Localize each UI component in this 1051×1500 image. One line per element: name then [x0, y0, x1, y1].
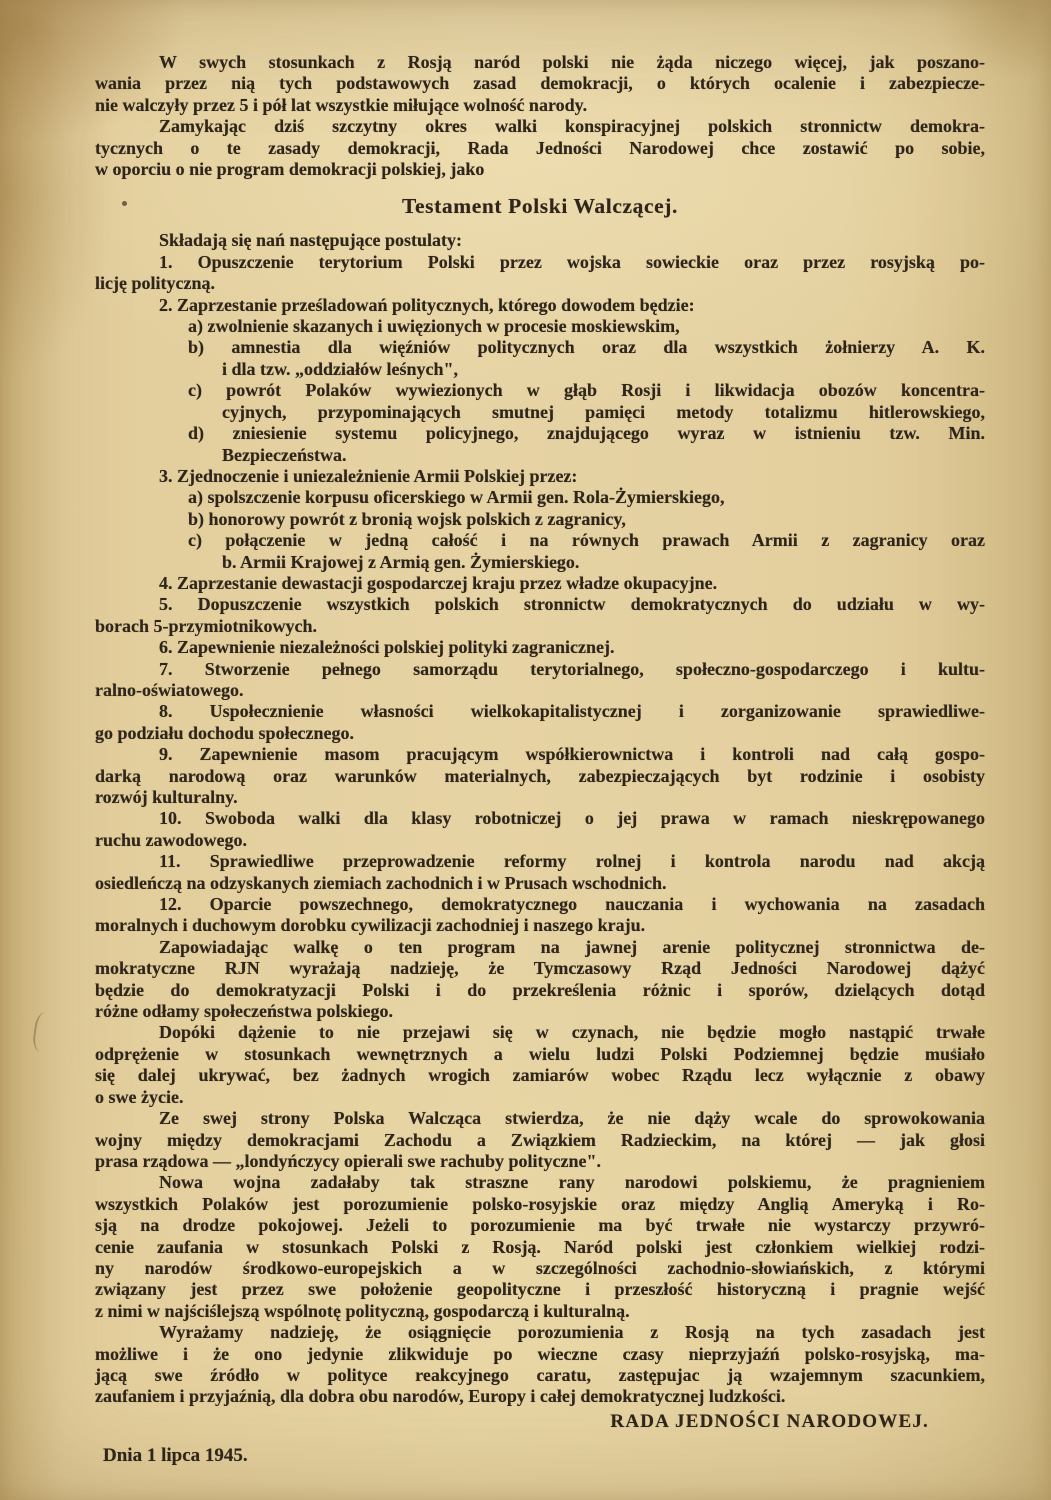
- text-line: ruchu zawodowego.: [95, 829, 247, 850]
- text-line: Zapowiadając walkę o ten program na jawnej arenie politycznej stronnictwa de-: [159, 936, 985, 957]
- text-line: 7. Stworzenie pełnego samorządu terytorialnego, społeczno-gospodarczego i kultu-: [159, 658, 985, 679]
- text-line: licję polityczną.: [95, 273, 215, 294]
- text-line: c) powrót Polaków wywiezionych w głąb Rosji i likwidacja obozów koncentra-: [188, 380, 985, 401]
- text-line: odprężenie w stosunkach wewnętrznych a wielu ludzi Polski Podziemnej będzie musiało: [95, 1043, 985, 1064]
- date-line: Dnia 1 lipca 1945.: [103, 1445, 248, 1467]
- signature-line: RADA JEDNOŚCI NARODOWEJ.: [610, 1410, 929, 1432]
- paper-crease: [31, 1011, 54, 1053]
- text-line: mokratyczne RJN wyrażają nadzieję, że Tymczasowy Rząd Jedności Narodowej dążyć: [95, 958, 985, 979]
- text-line: 11. Sprawiedliwe przeprowadzenie reformy rolnej i kontrola narodu nad akcją: [159, 851, 985, 872]
- text-line: w oporciu o nie program demokracji polskiej, jako: [95, 159, 485, 180]
- text-line: 8. Uspołecznienie własności wielkokapitalistycznej i zorganizowanie sprawiedliwe-: [159, 701, 985, 722]
- text-line: W swych stosunkach z Rosją naród polski nie żąda niczego więcej, jak poszano-: [159, 52, 985, 72]
- text-line: d) zniesienie systemu policyjnego, znajdującego wyraz w istnieniu tzw. Min.: [188, 423, 985, 444]
- text-line: darką narodową oraz warunków materialnych, zabezpieczających byt rodzinie i osobisty: [95, 765, 985, 786]
- text-line: a) zwolnienie skazanych i uwięzionych w procesie moskiewskim,: [188, 316, 680, 337]
- text-line: 5. Dopuszczenie wszystkich polskich stronnictw demokratycznych do udziału w wy-: [159, 594, 985, 615]
- text-line: moralnych i duchowym dorobku cywilizacji zachodniej i naszego kraju.: [95, 915, 646, 936]
- document-title: Testament Polski Walczącej.: [402, 194, 678, 219]
- text-line: Nowa wojna zadałaby tak straszne rany narodowi polskiemu, że pragnieniem: [159, 1172, 985, 1193]
- text-line: a) spolszczenie korpusu oficerskiego w Armii gen. Rola-Żymierskiego,: [188, 487, 725, 508]
- text-line: 6. Zapewnienie niezależności polskiej polityki zagranicznej.: [159, 637, 615, 658]
- text-line: 1. Opuszczenie terytorium Polski przez wojska sowieckie oraz przez rosyjską po-: [159, 251, 985, 272]
- text-line: związany jest przez swe położenie geopolityczne i przeszłość historyczną i pragnie wejść: [95, 1279, 985, 1300]
- text-line: ny narodów środkowo-europejskich a w szczególności zachodnio-słowiańskich, z którymi: [95, 1257, 985, 1278]
- text-line: ralno-oświatowego.: [95, 679, 244, 700]
- text-line: 4. Zaprzestanie dewastacji gospodarczej kraju przez władze okupacyjne.: [159, 572, 718, 593]
- text-line: rozwój kulturalny.: [95, 787, 238, 807]
- text-line: Wyrażamy nadzieję, że osiągnięcie porozumienia z Rosją na tych zasadach jest: [159, 1322, 985, 1343]
- text-line: osiedleńczą na odzyskanych ziemiach zachodnich i w Prusach wschodnich.: [95, 872, 667, 893]
- text-line: 9. Zapewnienie masom pracującym współkierownictwa i kontroli nad całą gospo-: [159, 744, 985, 765]
- intro-paragraphs: [95, 52, 985, 180]
- text-line: wszystkich Polaków jest porozumienie polsko-rosyjskie oraz między Anglią Ameryką i Ro-: [95, 1193, 985, 1214]
- text-line: b) honorowy powrót z bronią wojsk polskich z zagranicy,: [188, 508, 626, 529]
- text-line: 12. Oparcie powszechnego, demokratycznego nauczania i wychowania na zasadach: [159, 894, 985, 915]
- postulates-and-body-paragraphs: [95, 230, 985, 1407]
- text-line: b. Armii Krajowej z Armią gen. Żymierskiego.: [222, 551, 580, 572]
- text-line: 10. Swoboda walki dla klasy robotniczej o jej prawa w ramach nieskrępowanego: [159, 808, 985, 829]
- text-line: możliwe i że ono jedynie zlikwiduje po wieczne czasy nieprzyjaźń polsko-rosyjską, ma-: [95, 1343, 985, 1364]
- text-line: Ze swej strony Polska Walcząca stwierdza, że nie dąży wcale do sprowokowania: [159, 1108, 985, 1129]
- text-line: Dopóki dążenie to nie przejawi się w czynach, nie będzie mogło nastąpić trwałe: [159, 1022, 985, 1043]
- text-line: borach 5-przymiotnikowych.: [95, 615, 317, 636]
- text-line: będzie do demokratyzacji Polski i do przekreślenia różnic i sporów, dzielących dotąd: [95, 979, 985, 1000]
- text-line: tycznych o te zasady demokracji, Rada Jedności Narodowej chce zostawić po sobie,: [95, 137, 985, 158]
- document-text-block: [95, 52, 985, 1467]
- text-line: Zamykając dziś szczytny okres walki konspiracyjnej polskich stronnictw demokra-: [159, 116, 985, 137]
- text-line: prasa rządowa — „londyńczycy opierali swe rachuby polityczne".: [95, 1150, 601, 1171]
- text-line: Bezpieczeństwa.: [222, 444, 347, 465]
- text-line: nie walczyły przez 5 i pół lat wszystkie miłujące wolność narody.: [95, 94, 588, 115]
- text-line: wania przez nią tych podstawowych zasad demokracji, o których ocalenie i zabezpiecze-: [95, 73, 985, 94]
- text-line: cenie zaufania w stosunkach Polski z Rosją. Naród polski jest członkiem wielkiej rodzi-: [95, 1236, 985, 1257]
- text-line: zaufaniem i przyjaźnią, dla dobra obu narodów, Europy i całej demokratycznej ludzkości.: [95, 1386, 786, 1407]
- text-line: c) połączenie w jedną całość i na równych prawach Armii z zagranicy oraz: [188, 530, 985, 551]
- text-line: jącą swe źródło w polityce reakcyjnego caratu, zastępujac ją wzajemnym szacunkiem,: [95, 1364, 985, 1385]
- text-line: b) amnestia dla więźniów politycznych oraz dla wszystkich żołnierzy A. K.: [188, 337, 985, 358]
- text-line: różne odłamy społeczeństwa polskiego.: [95, 1001, 393, 1022]
- text-line: się dalej ukrywać, bez żadnych wrogich zamiarów wobec Rządu lecz wyłącznie z obawy: [95, 1065, 985, 1086]
- text-line: i dla tzw. „oddziałów leśnych",: [222, 358, 459, 379]
- text-line: sją na drodze pokojowej. Jeżeli to porozumienie ma być trwałe nie wystarczy przywró-: [95, 1215, 985, 1236]
- text-line: cyjnych, przypominających smutnej pamięci metody totalizmu hitlerowskiego,: [222, 401, 985, 422]
- text-line: o swe życie.: [95, 1086, 184, 1107]
- text-line: z nimi w najściślejszą wspólnotę polityczną, gospodarczą i kulturalną.: [95, 1300, 630, 1321]
- text-line: 2. Zaprzestanie prześladowań politycznych, którego dowodem będzie:: [159, 294, 695, 315]
- text-line: Składają się nań następujące postulaty:: [159, 230, 463, 251]
- text-line: 3. Zjednoczenie i uniezależnienie Armii Polskiej przez:: [159, 465, 578, 486]
- text-line: wojny między demokracjami Zachodu a Związkiem Radzieckim, na której — jak głosi: [95, 1129, 985, 1150]
- text-line: go podziału dochodu społecznego.: [95, 722, 355, 743]
